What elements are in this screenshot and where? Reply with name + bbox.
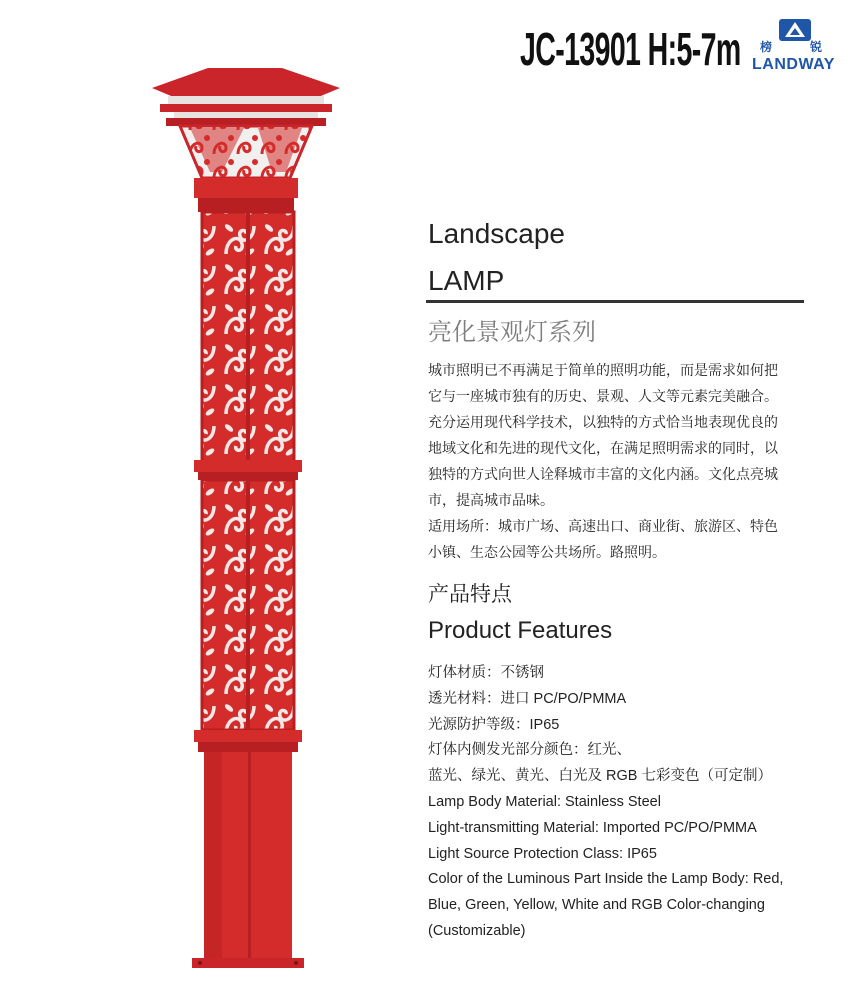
model-title: JC-13901 H:5-7m xyxy=(520,23,741,75)
feature-line: Blue, Green, Yellow, White and RGB Color-changing xyxy=(428,897,765,914)
brand-cn-left: 榜 xyxy=(760,40,773,54)
features-list xyxy=(428,661,838,945)
brand-cn-right: 锐 xyxy=(810,40,823,54)
intro-line: 适用场所：城市广场、高速出口、商业街、旅游区、特色 xyxy=(428,518,778,534)
intro-line: 地域文化和先进的现代文化，在满足照明需求的同时，以 xyxy=(428,440,778,456)
feature-line: Color of the Luminous Part Inside the Lamp Body: Red, xyxy=(428,871,784,888)
title-landscape: Landscape xyxy=(428,218,566,249)
intro-line: 独特的方式向世人诠释城市丰富的文化内涵。文化点亮城 xyxy=(428,466,778,482)
features-heading-en: Product Features xyxy=(428,617,613,644)
feature-line: (Customizable) xyxy=(428,922,526,939)
feature-line: Light-transmitting Material: Imported PC/PO/PMMA xyxy=(428,819,757,836)
landway-logo-icon xyxy=(778,18,812,42)
feature-line: 透光材料：进口 PC/PO/PMMA xyxy=(428,690,627,707)
intro-line: 充分运用现代科学技术，以独特的方式恰当地表现优良的 xyxy=(428,414,778,430)
intro-line: 它与一座城市独有的历史、景观、人文等元素完美融合。 xyxy=(428,388,778,404)
features-heading-cn: 产品特点 xyxy=(428,583,512,606)
feature-line: Lamp Body Material: Stainless Steel xyxy=(428,793,661,810)
feature-line: 灯体材质：不锈钢 xyxy=(428,665,544,681)
title-lamp: LAMP xyxy=(428,265,505,296)
title-divider xyxy=(426,300,804,303)
feature-line: Light Source Protection Class: IP65 xyxy=(428,845,657,862)
landscape-lamp-image xyxy=(140,60,370,980)
intro-line: 城市照明已不再满足于简单的照明功能，而是需求如何把 xyxy=(428,362,778,378)
feature-line: 光源防护等级：IP65 xyxy=(428,716,560,733)
intro-line: 小镇、生态公园等公共场所。路照明。 xyxy=(428,544,666,560)
intro-line: 市，提高城市品味。 xyxy=(428,492,554,508)
intro-paragraph xyxy=(428,357,808,565)
brand-logo xyxy=(752,14,844,78)
brand-name: LANDWAY xyxy=(752,56,835,73)
feature-line: 蓝光、绿光、黄光、白光及 RGB 七彩变色（可定制） xyxy=(428,768,772,785)
feature-line: 灯体内侧发光部分颜色：红光、 xyxy=(428,742,631,759)
subtitle-cn: 亮化景观灯系列 xyxy=(428,319,596,346)
